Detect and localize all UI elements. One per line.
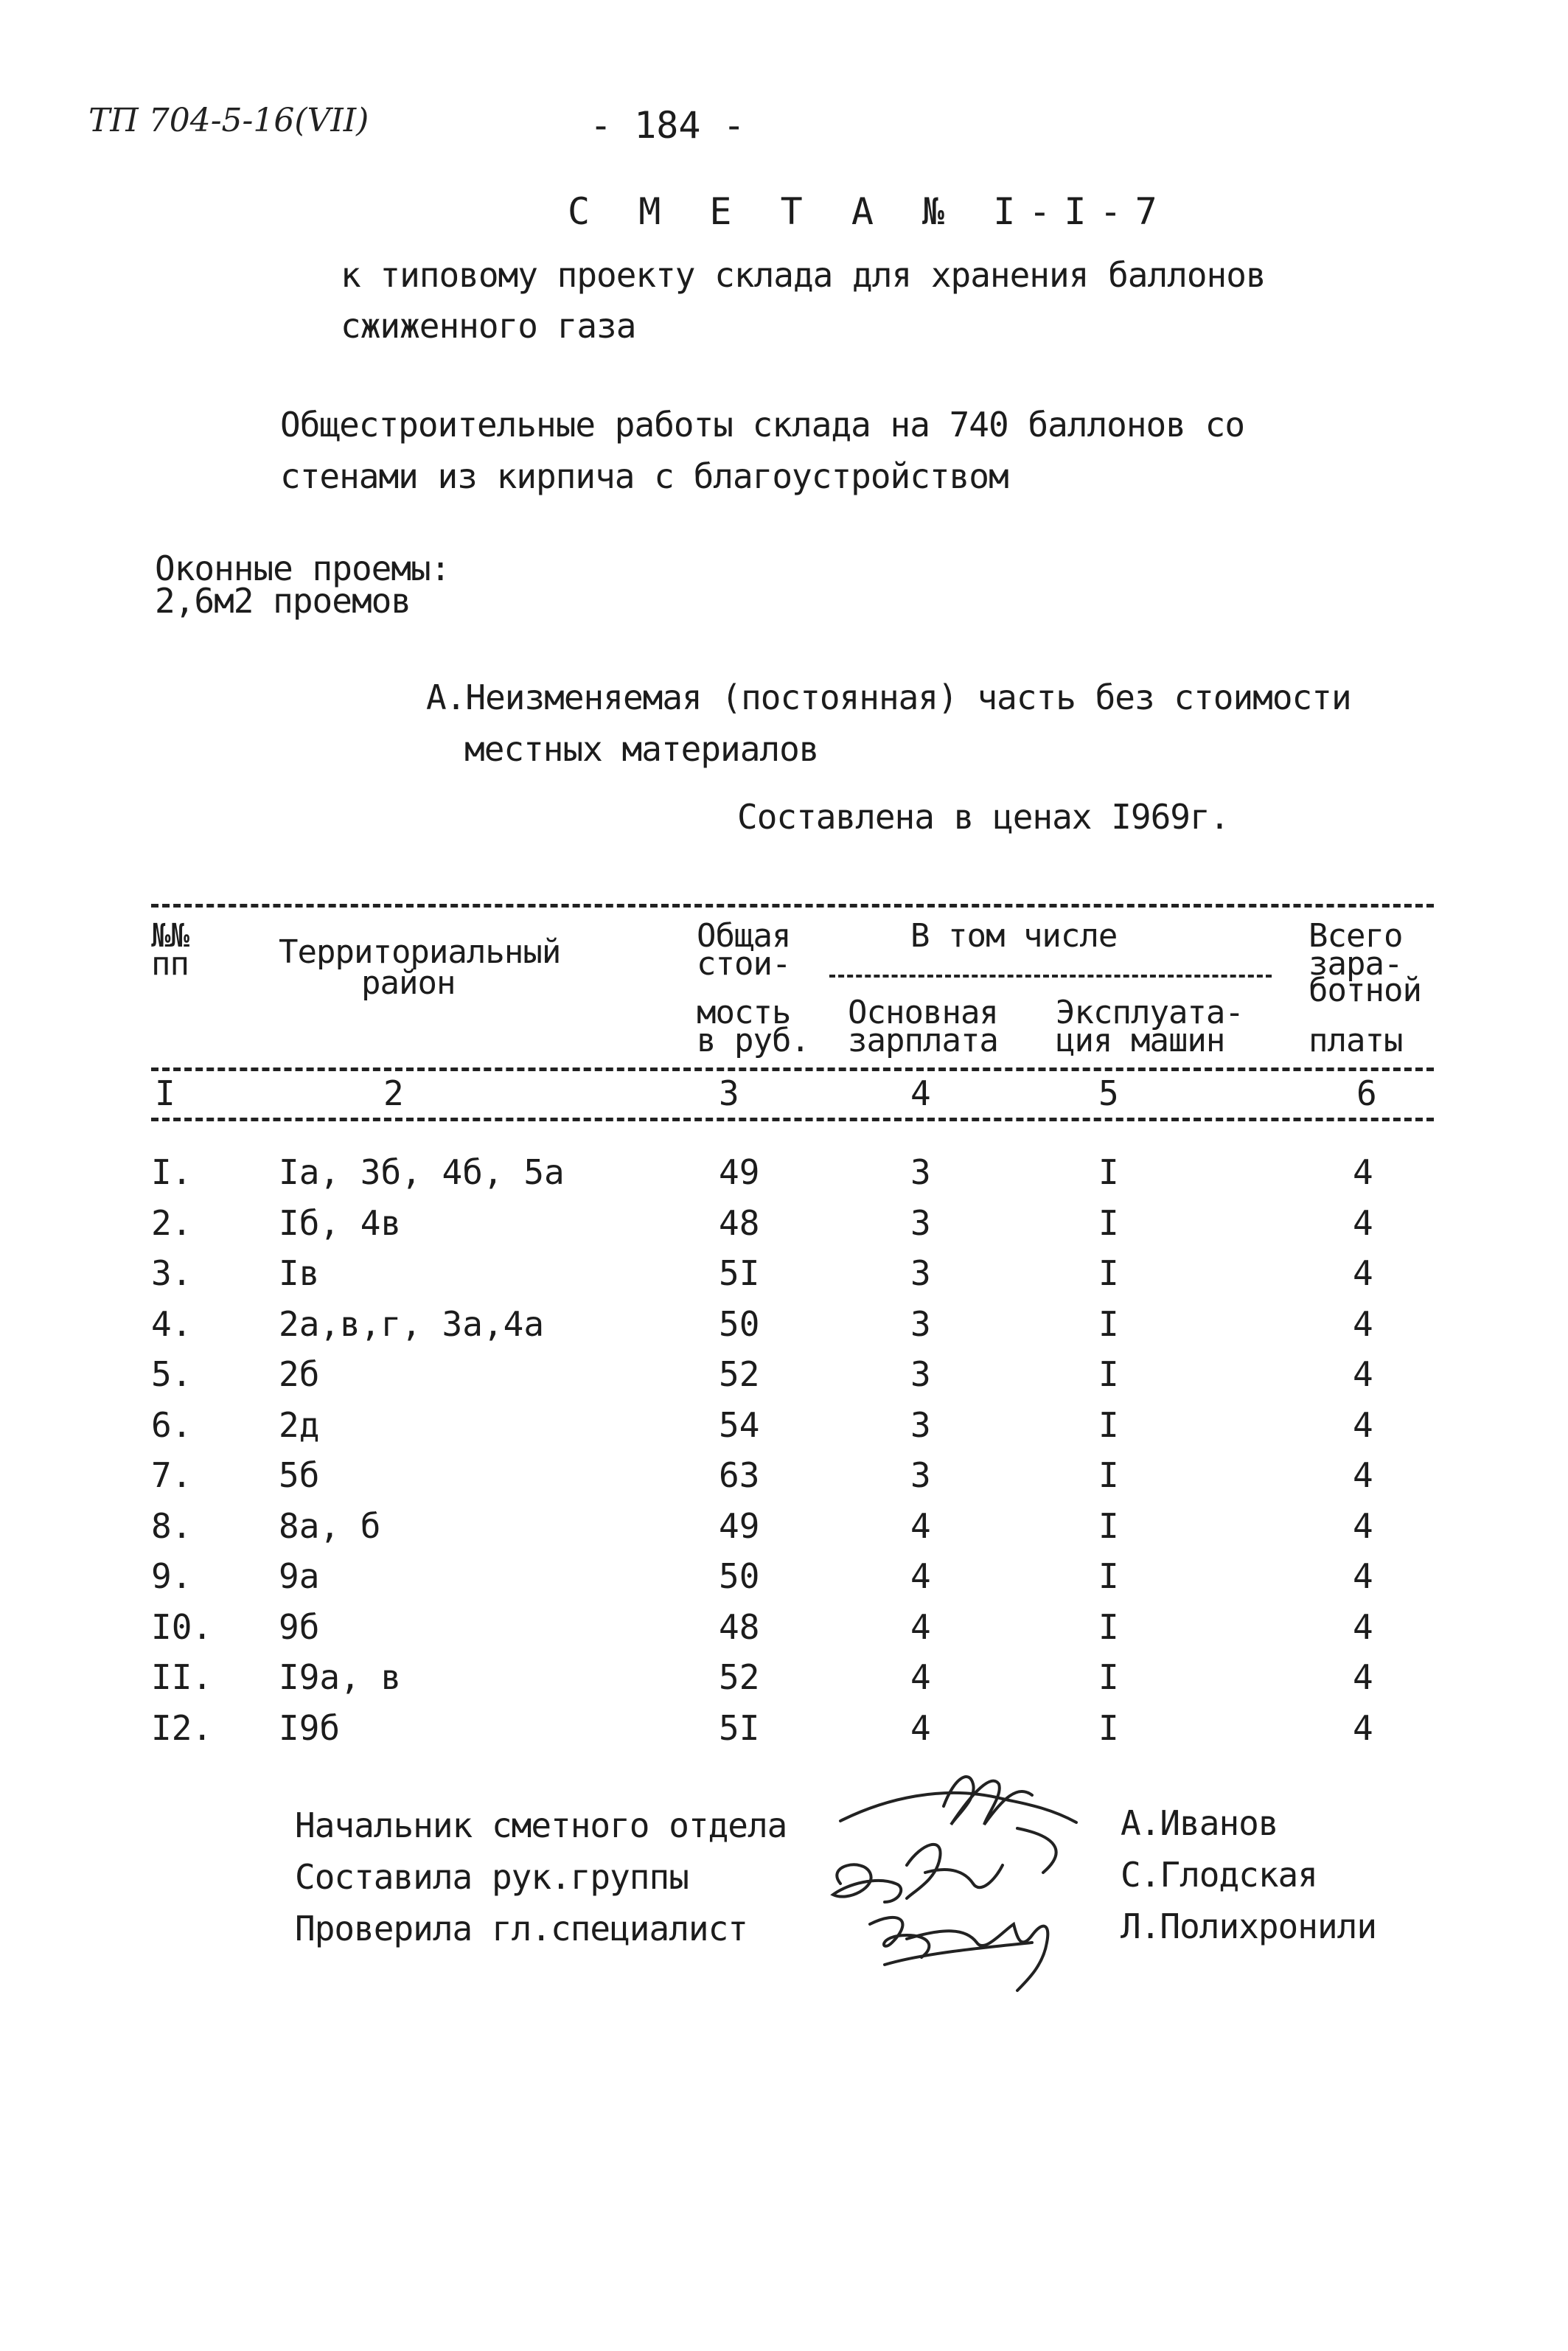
header-machines-a: Эксплуата-: [1056, 994, 1244, 1031]
total-cost-cell: 63: [719, 1455, 760, 1495]
machine-operation-cell: I: [1098, 1354, 1119, 1394]
header-all-wages-a: Всего: [1309, 917, 1403, 955]
row-number: 5.: [151, 1354, 192, 1394]
region-cell: Iа, 3б, 4б, 5а: [279, 1152, 565, 1192]
column-number-6: 6: [1356, 1073, 1377, 1113]
subtitle-line-2: сжиженного газа: [341, 306, 636, 346]
part-title-line-1: А.Неизменяемая (постоянная) часть без стоимости: [426, 678, 1351, 717]
row-number: 2.: [151, 1202, 192, 1243]
base-wage-cell: 3: [910, 1354, 931, 1394]
table-row: [0, 1253, 1568, 1303]
total-wages-cell: 4: [1353, 1455, 1373, 1495]
header-including-rule: [829, 975, 1272, 978]
column-number-5: 5: [1098, 1073, 1119, 1113]
total-cost-cell: 52: [719, 1657, 760, 1697]
row-number: 3.: [151, 1253, 192, 1293]
base-wage-cell: 4: [910, 1657, 931, 1697]
header-wage-a: Основная: [848, 994, 998, 1031]
machine-operation-cell: I: [1098, 1404, 1119, 1445]
machine-operation-cell: I: [1098, 1657, 1119, 1697]
total-cost-cell: 5I: [719, 1707, 760, 1748]
header-total-c: мость: [697, 994, 791, 1031]
handwritten-signatures: [796, 1755, 1106, 1998]
window-openings-value: 2,6м2 проемов: [155, 581, 411, 621]
base-wage-cell: 3: [910, 1202, 931, 1243]
base-wage-cell: 3: [910, 1303, 931, 1344]
row-number: 4.: [151, 1303, 192, 1344]
table-rule-header: [151, 1067, 1434, 1071]
signature-name-1: А.Иванов: [1121, 1803, 1278, 1843]
header-num-b: пп: [151, 945, 189, 983]
total-wages-cell: 4: [1353, 1556, 1373, 1596]
machine-operation-cell: I: [1098, 1152, 1119, 1192]
region-cell: 5б: [279, 1455, 320, 1495]
column-number-1: I: [155, 1073, 175, 1113]
total-cost-cell: 52: [719, 1354, 760, 1394]
header-region-b: район: [361, 964, 456, 1002]
signature-name-3: Л.Полихронили: [1121, 1906, 1377, 1946]
region-cell: I9б: [279, 1707, 341, 1748]
signature-name-2: С.Глодская: [1121, 1855, 1317, 1895]
row-number: II.: [151, 1657, 213, 1697]
base-wage-cell: 4: [910, 1505, 931, 1546]
total-wages-cell: 4: [1353, 1152, 1373, 1192]
base-wage-cell: 4: [910, 1606, 931, 1647]
row-number: 9.: [151, 1556, 192, 1596]
table-row: [0, 1404, 1568, 1455]
total-wages-cell: 4: [1353, 1354, 1373, 1394]
header-all-wages-b: зара-: [1309, 945, 1403, 983]
machine-operation-cell: I: [1098, 1202, 1119, 1243]
column-number-4: 4: [910, 1073, 931, 1113]
header-all-wages-c: ботной: [1309, 972, 1421, 1009]
region-cell: 9а: [279, 1556, 320, 1596]
works-description-line-2: стенами из кирпича с благоустройством: [280, 456, 1008, 496]
table-rule-top: [151, 904, 1434, 908]
region-cell: 2б: [279, 1354, 320, 1394]
base-wage-cell: 3: [910, 1404, 931, 1445]
header-including: В том числе: [910, 917, 1118, 955]
table-row: [0, 1152, 1568, 1202]
header-region-a: Территориальный: [279, 933, 561, 971]
signature-role-2: Составила рук.группы: [295, 1857, 689, 1897]
header-total-d: в руб.: [697, 1022, 809, 1059]
region-cell: 2д: [279, 1404, 320, 1445]
total-wages-cell: 4: [1353, 1253, 1373, 1293]
machine-operation-cell: I: [1098, 1606, 1119, 1647]
total-cost-cell: 48: [719, 1202, 760, 1243]
table-rule-colnums: [151, 1118, 1434, 1121]
row-number: 7.: [151, 1455, 192, 1495]
table-row: [0, 1556, 1568, 1606]
row-number: I2.: [151, 1707, 213, 1748]
column-number-3: 3: [719, 1073, 739, 1113]
header-all-wages-d: платы: [1309, 1022, 1403, 1059]
header-wage-b: зарплата: [848, 1022, 998, 1059]
signature-role-3: Проверила гл.специалист: [295, 1909, 748, 1948]
table-row: [0, 1606, 1568, 1657]
region-cell: I9а, в: [279, 1657, 402, 1697]
region-cell: Iб, 4в: [279, 1202, 402, 1243]
total-wages-cell: 4: [1353, 1505, 1373, 1546]
header-num-a: №№: [151, 917, 189, 955]
part-title-line-2: местных материалов: [464, 729, 819, 769]
region-cell: 2а,в,г, 3а,4а: [279, 1303, 545, 1344]
base-wage-cell: 3: [910, 1152, 931, 1192]
prices-note: Составлена в ценах I969г.: [737, 797, 1230, 837]
machine-operation-cell: I: [1098, 1253, 1119, 1293]
machine-operation-cell: I: [1098, 1556, 1119, 1596]
machine-operation-cell: I: [1098, 1303, 1119, 1344]
total-cost-cell: 5I: [719, 1253, 760, 1293]
table-row: [0, 1202, 1568, 1253]
total-wages-cell: 4: [1353, 1657, 1373, 1697]
base-wage-cell: 4: [910, 1707, 931, 1748]
region-cell: Iв: [279, 1253, 320, 1293]
header-total-b: стои-: [697, 945, 791, 983]
total-wages-cell: 4: [1353, 1606, 1373, 1647]
table-row: [0, 1455, 1568, 1505]
page-number: - 184 -: [590, 104, 745, 147]
table-row: [0, 1303, 1568, 1354]
column-number-2: 2: [383, 1073, 404, 1113]
base-wage-cell: 3: [910, 1253, 931, 1293]
region-cell: 8а, б: [279, 1505, 381, 1546]
row-number: I.: [151, 1152, 192, 1192]
total-cost-cell: 54: [719, 1404, 760, 1445]
subtitle-line-1: к типовому проекту склада для хранения баллонов: [341, 255, 1266, 295]
machine-operation-cell: I: [1098, 1505, 1119, 1546]
total-cost-cell: 48: [719, 1606, 760, 1647]
machine-operation-cell: I: [1098, 1455, 1119, 1495]
total-cost-cell: 49: [719, 1505, 760, 1546]
total-cost-cell: 50: [719, 1303, 760, 1344]
table-row: [0, 1707, 1568, 1758]
signature-role-1: Начальник сметного отдела: [295, 1805, 787, 1845]
row-number: 6.: [151, 1404, 192, 1445]
base-wage-cell: 4: [910, 1556, 931, 1596]
header-machines-b: ция машин: [1056, 1022, 1225, 1059]
total-wages-cell: 4: [1353, 1202, 1373, 1243]
total-wages-cell: 4: [1353, 1404, 1373, 1445]
total-wages-cell: 4: [1353, 1707, 1373, 1748]
total-cost-cell: 50: [719, 1556, 760, 1596]
document-code: ТП 704-5-16(VII): [88, 102, 369, 139]
table-row: [0, 1505, 1568, 1556]
table-row: [0, 1354, 1568, 1404]
region-cell: 9б: [279, 1606, 320, 1647]
window-openings-label: Оконные проемы:: [155, 548, 450, 588]
machine-operation-cell: I: [1098, 1707, 1119, 1748]
total-cost-cell: 49: [719, 1152, 760, 1192]
total-wages-cell: 4: [1353, 1303, 1373, 1344]
row-number: I0.: [151, 1606, 213, 1647]
header-total-a: Общая: [697, 917, 791, 955]
base-wage-cell: 3: [910, 1455, 931, 1495]
row-number: 8.: [151, 1505, 192, 1546]
works-description-line-1: Общестроительные работы склада на 740 баллонов со: [280, 405, 1245, 445]
table-row: [0, 1657, 1568, 1707]
document-title: С М Е Т А № I-I-7: [568, 190, 1171, 233]
